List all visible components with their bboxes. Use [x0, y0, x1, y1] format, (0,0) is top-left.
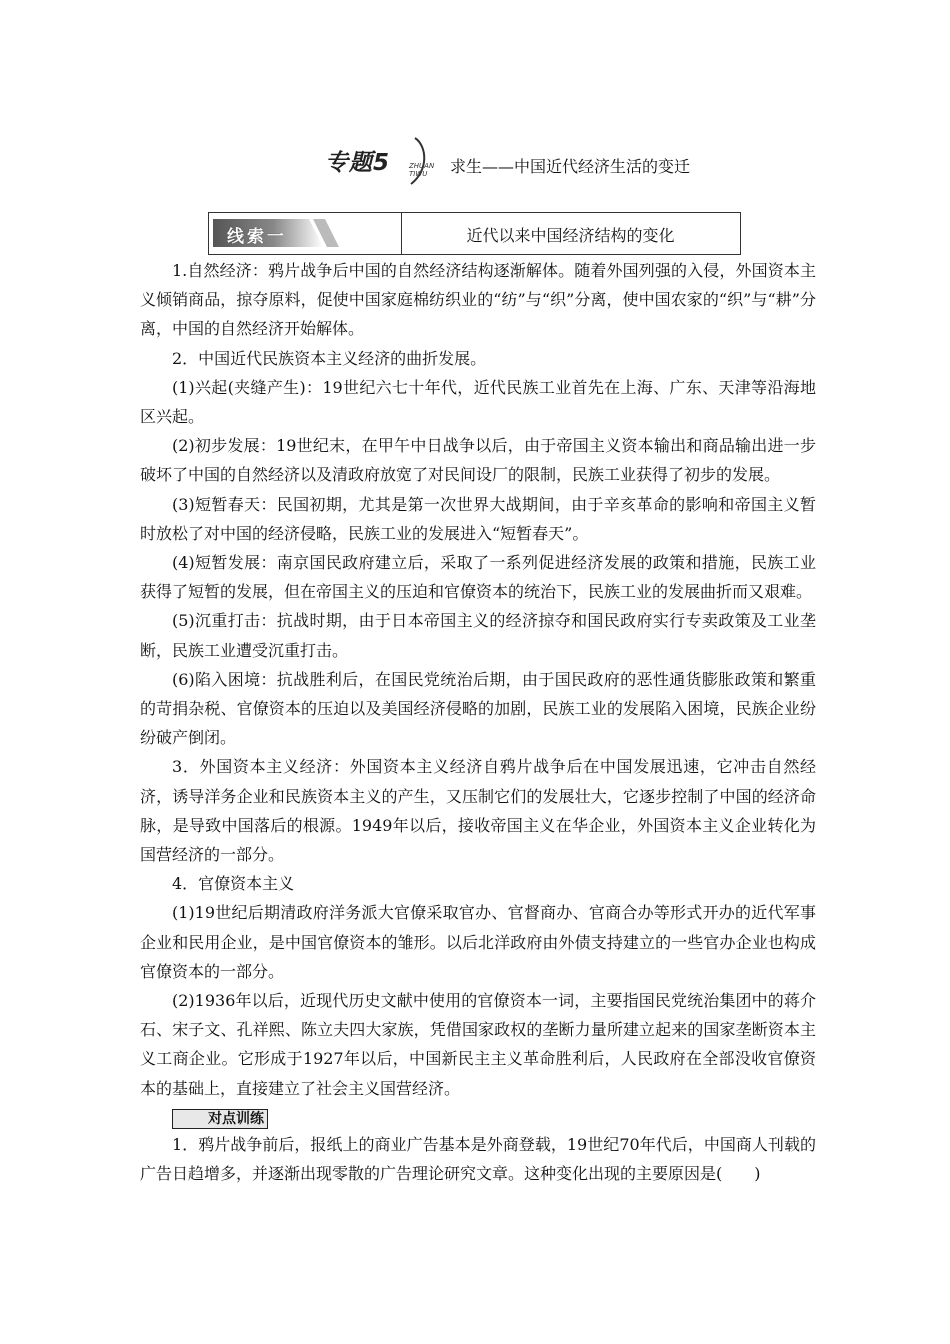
main-content — [140, 256, 816, 1188]
drill-question: 1．鸦片战争前后，报纸上的商业广告基本是外商登载，19世纪70年代后，中国商人刊载的广告日趋增多，并逐渐出现零散的广告理论研究文章。这种变化出现的主要原因是( ) — [140, 1134, 816, 1184]
chapter-title: 求生——中国近代经济生活的变迁 — [450, 157, 691, 176]
paragraph: (1)19世纪后期清政府洋务派大官僚采取官办、官督商办、官商合办等形式开办的近代军事企业和民用企业，是中国官僚资本的雏形。以后北洋政府由外债支持建立的一些官办企业也构成官僚资本的一部分。 — [140, 903, 816, 981]
drill-heading — [140, 1103, 816, 1130]
chapter-logo: 专题5 — [325, 150, 391, 176]
paragraph: 1.自然经济：鸦片战争后中国的自然经济结构逐渐解体。随着外国列强的入侵，外国资本主义倾销商品，掠夺原料，促使中国家庭棉纺织业的“纺”与“织”分离，使中国农家的“织”与“耕”分离，中国的自然经济开始解体。 — [140, 261, 816, 339]
paragraph: 3．外国资本主义经济：外国资本主义经济自鸦片战争后在中国发展迅速，它冲击自然经济，诱导洋务企业和民族资本主义的产生，又压制它们的发展壮大，它逐步控制了中国的经济命脉，是导致中国落后的根源。1949年以后，接收帝国主义在华企业，外国资本主义企业转化为国营经济的一部分。 — [140, 757, 816, 865]
paragraph: (4)短暂发展：南京国民政府建立后，采取了一系列促进经济发展的政策和措施，民族工业获得了短暂的发展，但在帝国主义的压迫和官僚资本的统治下，民族工业的发展曲折而又艰难。 — [140, 553, 816, 602]
paragraph: 2．中国近代民族资本主义经济的曲折发展。 — [172, 348, 487, 368]
paragraph: (2)初步发展：19世纪末，在甲午中日战争以后，由于帝国主义资本输出和商品输出进一步破坏了中国的自然经济以及清政府放宽了对民间设厂的限制，民族工业获得了初步的发展。 — [140, 436, 816, 485]
clue-box — [208, 212, 741, 255]
chapter-header — [325, 136, 745, 192]
clue-title: 近代以来中国经济结构的变化 — [466, 226, 675, 245]
drill-label: 对点训练 — [172, 1109, 268, 1129]
paragraph: (3)短暂春天：民国初期，尤其是第一次世界大战期间，由于辛亥革命的影响和帝国主义暂时放松了对中国的经济侵略，民族工业的发展进入“短暂春天”。 — [140, 494, 816, 543]
chapter-logo-sub: ZHUAN TIWU — [409, 162, 435, 178]
paragraph: (6)陷入困境：抗战胜利后，在国民党统治后期，由于国民政府的恶性通货膨胀政策和繁重的苛捐杂税、官僚资本的压迫以及美国经济侵略的加剧，民族工业的发展陷入困境，民族企业纷纷破产倒闭。 — [140, 669, 816, 748]
paragraph: (5)沉重打击：抗战时期，由于日本帝国主义的经济掠夺和国民政府实行专卖政策及工业垄断，民族工业遭受沉重打击。 — [140, 611, 816, 660]
paragraph: (2)1936年以后，近现代历史文献中使用的官僚资本一词，主要指国民党统治集团中的蒋介石、宋子文、孔祥熙、陈立夫四大家族，凭借国家政权的垄断力量所建立起来的国家垄断资本主义工商企业。它形成于1927年以后，中国新民主主义革命胜利后，人民政府在全部没收官僚资本的基础上，直接建立了社会主义国营经济。 — [140, 991, 816, 1098]
paragraph: (1)兴起(夹缝产生)：19世纪六七十年代，近代民族工业首先在上海、广东、天津等沿海地区兴起。 — [140, 377, 816, 427]
clue-tag: 线索一 — [213, 219, 403, 247]
paragraph: 4．官僚资本主义 — [172, 874, 295, 894]
